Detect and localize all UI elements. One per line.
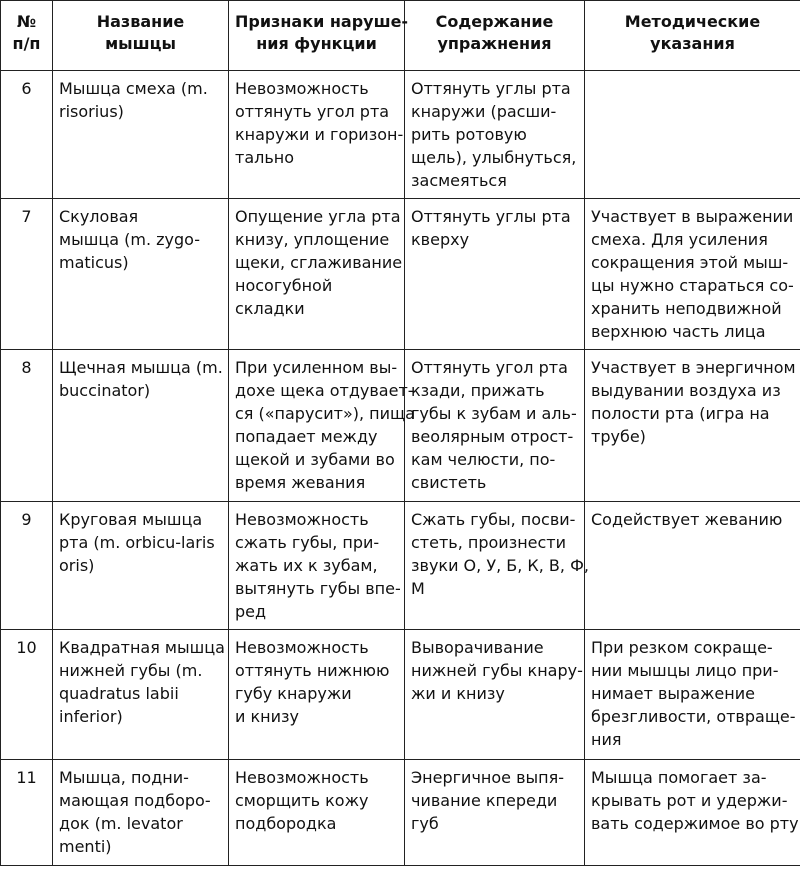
cell-text-line: засмеяться bbox=[411, 171, 507, 190]
cell-text-line: ред bbox=[235, 602, 267, 621]
cell-text-line: щекой и зубами во bbox=[235, 450, 395, 469]
cell-text-line: брезгливости, отвраще- bbox=[591, 707, 796, 726]
cell-method-notes bbox=[585, 350, 800, 502]
cell-row-number: 6 bbox=[1, 71, 53, 199]
cell-text-line: щеки, сглаживание bbox=[235, 253, 403, 272]
cell-text-line: oris) bbox=[59, 556, 95, 575]
cell-method-notes bbox=[585, 71, 800, 199]
table-row bbox=[1, 760, 800, 866]
cell-row-number: 8 bbox=[1, 350, 53, 502]
cell-text-line: и книзу bbox=[235, 707, 299, 726]
cell-text-line: кнаружи (расши- bbox=[411, 102, 557, 121]
cell-text-line: оттянуть угол рта bbox=[235, 102, 390, 121]
cell-text-line: Участвует в выражении bbox=[591, 207, 794, 226]
cell-text-line: кзади, прижать bbox=[411, 381, 545, 400]
cell-text-line: ния bbox=[591, 730, 622, 749]
cell-muscle-name bbox=[53, 350, 229, 502]
cell-text-line: тально bbox=[235, 148, 295, 167]
cell-exercise-content bbox=[405, 71, 585, 199]
cell-muscle-name bbox=[53, 760, 229, 866]
cell-text-line: время жевания bbox=[235, 473, 366, 492]
cell-text-line: Круговая мышца bbox=[59, 510, 203, 529]
cell-text-line: Щечная мышца (m. bbox=[59, 358, 223, 377]
header-muscle-name: Название мышцы bbox=[53, 1, 229, 71]
cell-exercise-content bbox=[405, 502, 589, 630]
cell-exercise-content bbox=[405, 199, 585, 350]
cell-text-line: inferior) bbox=[59, 707, 123, 726]
cell-text-line: щель), улыбнуться, bbox=[411, 148, 577, 167]
cell-dysfunction-signs bbox=[229, 199, 405, 350]
cell-text-line: док (m. levator bbox=[59, 814, 183, 833]
cell-text-line: Опущение угла рта bbox=[235, 207, 401, 226]
cell-text-line: губу кнаружи bbox=[235, 684, 352, 703]
cell-text-line: звуки О, У, Б, К, В, Ф, bbox=[411, 556, 589, 575]
cell-text-line: quadratus labii bbox=[59, 684, 179, 703]
cell-text-line: мышца (m. zygo- bbox=[59, 230, 201, 249]
cell-text-line: кнаружи и горизон- bbox=[235, 125, 404, 144]
cell-text-line: Оттянуть углы рта bbox=[411, 207, 571, 226]
cell-dysfunction-signs bbox=[229, 630, 405, 760]
cell-text-line: рта (m. orbicu-laris bbox=[59, 533, 215, 552]
cell-row-number: 7 bbox=[1, 199, 53, 350]
cell-text-line: полости рта (игра на bbox=[591, 404, 770, 423]
cell-muscle-name bbox=[53, 71, 229, 199]
cell-text-line: Оттянуть угол рта bbox=[411, 358, 568, 377]
cell-text-line: Оттянуть углы рта bbox=[411, 79, 571, 98]
cell-text-line: Мышца помогает за- bbox=[591, 768, 767, 787]
cell-text-line: buccinator) bbox=[59, 381, 151, 400]
cell-row-number: 10 bbox=[1, 630, 53, 760]
cell-exercise-content bbox=[405, 350, 585, 502]
cell-exercise-content bbox=[405, 760, 585, 866]
table-row bbox=[1, 630, 800, 760]
cell-row-number: 11 bbox=[1, 760, 53, 866]
cell-text-line: нии мышцы лицо при- bbox=[591, 661, 779, 680]
header-dysfunction-signs: Признаки наруше- ния функции bbox=[229, 1, 405, 71]
table-row bbox=[1, 350, 800, 502]
cell-text-line: При резком сокраще- bbox=[591, 638, 773, 657]
cell-text-line: рить ротовую bbox=[411, 125, 527, 144]
cell-text-line: вытянуть губы впе- bbox=[235, 579, 401, 598]
cell-text-line: risorius) bbox=[59, 102, 124, 121]
cell-text-line: кверху bbox=[411, 230, 470, 249]
cell-text-line: Невозможность bbox=[235, 638, 369, 657]
cell-text-line: При усиленном вы- bbox=[235, 358, 398, 377]
cell-text-line: Скуловая bbox=[59, 207, 139, 226]
cell-muscle-name bbox=[53, 630, 229, 760]
cell-dysfunction-signs bbox=[229, 71, 405, 199]
cell-text-line: жать их к зубам, bbox=[235, 556, 378, 575]
cell-method-notes bbox=[585, 630, 800, 760]
cell-text-line: нижней губы (m. bbox=[59, 661, 203, 680]
cell-text-line: выдувании воздуха из bbox=[591, 381, 781, 400]
cell-text-line: Выворачивание bbox=[411, 638, 544, 657]
cell-text-line: дохе щека отдувает- bbox=[235, 381, 414, 400]
cell-text-line: нижней губы кнару- bbox=[411, 661, 583, 680]
cell-text-line: крывать рот и удержи- bbox=[591, 791, 788, 810]
cell-text-line: menti) bbox=[59, 837, 112, 856]
cell-text-line: смеха. Для усиления bbox=[591, 230, 768, 249]
cell-text-line: Содействует жеванию bbox=[591, 510, 783, 529]
cell-text-line: Мышца смеха (m. bbox=[59, 79, 208, 98]
cell-method-notes bbox=[585, 502, 800, 630]
cell-text-line: губы к зубам и аль- bbox=[411, 404, 577, 423]
cell-text-line: губ bbox=[411, 814, 439, 833]
cell-text-line: трубе) bbox=[591, 427, 646, 446]
cell-text-line: Квадратная мышца bbox=[59, 638, 225, 657]
cell-muscle-name bbox=[53, 502, 229, 630]
cell-text-line: подбородка bbox=[235, 814, 337, 833]
cell-text-line: носогубной bbox=[235, 276, 333, 295]
cell-text-line: цы нужно стараться со- bbox=[591, 276, 794, 295]
cell-text-line: хранить неподвижной bbox=[591, 299, 782, 318]
cell-text-line: вать содержимое во рту bbox=[591, 814, 799, 833]
cell-text-line: свистеть bbox=[411, 473, 487, 492]
cell-text-line: Энергичное выпя- bbox=[411, 768, 564, 787]
cell-exercise-content bbox=[405, 630, 585, 760]
cell-muscle-name bbox=[53, 199, 229, 350]
cell-text-line: кам челюсти, по- bbox=[411, 450, 556, 469]
table-row bbox=[1, 199, 800, 350]
cell-dysfunction-signs bbox=[229, 502, 405, 630]
cell-text-line: сокращения этой мыш- bbox=[591, 253, 789, 272]
table-row bbox=[1, 502, 800, 630]
cell-method-notes bbox=[585, 760, 800, 866]
cell-text-line: сжать губы, при- bbox=[235, 533, 380, 552]
cell-text-line: Участвует в энергичном bbox=[591, 358, 796, 377]
cell-text-line: жи и книзу bbox=[411, 684, 505, 703]
cell-text-line: мающая подборо- bbox=[59, 791, 211, 810]
table-row bbox=[1, 71, 800, 199]
cell-text-line: верхнюю часть лица bbox=[591, 322, 766, 341]
cell-text-line: книзу, уплощение bbox=[235, 230, 390, 249]
cell-text-line: попадает между bbox=[235, 427, 378, 446]
cell-row-number: 9 bbox=[1, 502, 53, 630]
cell-text-line: М bbox=[411, 579, 425, 598]
cell-text-line: складки bbox=[235, 299, 305, 318]
cell-text-line: Невозможность bbox=[235, 768, 369, 787]
cell-text-line: чивание кпереди bbox=[411, 791, 558, 810]
header-exercise-content: Содержание упражнения bbox=[405, 1, 585, 71]
cell-text-line: веолярным отрост- bbox=[411, 427, 574, 446]
cell-text-line: нимает выражение bbox=[591, 684, 755, 703]
cell-text-line: Сжать губы, посви- bbox=[411, 510, 576, 529]
cell-text-line: Невозможность bbox=[235, 79, 369, 98]
cell-text-line: оттянуть нижнюю bbox=[235, 661, 390, 680]
table-header-row bbox=[1, 1, 800, 71]
cell-text-line: стеть, произнести bbox=[411, 533, 567, 552]
header-number: № п/п bbox=[1, 1, 53, 71]
cell-text-line: Невозможность bbox=[235, 510, 369, 529]
cell-dysfunction-signs bbox=[229, 350, 415, 502]
cell-text-line: maticus) bbox=[59, 253, 129, 272]
cell-text-line: ся («парусит»), пища bbox=[235, 404, 415, 423]
cell-text-line: сморщить кожу bbox=[235, 791, 369, 810]
header-method-notes: Методические указания bbox=[585, 1, 800, 71]
cell-method-notes bbox=[585, 199, 800, 350]
cell-text-line: Мышца, подни- bbox=[59, 768, 189, 787]
cell-dysfunction-signs bbox=[229, 760, 405, 866]
